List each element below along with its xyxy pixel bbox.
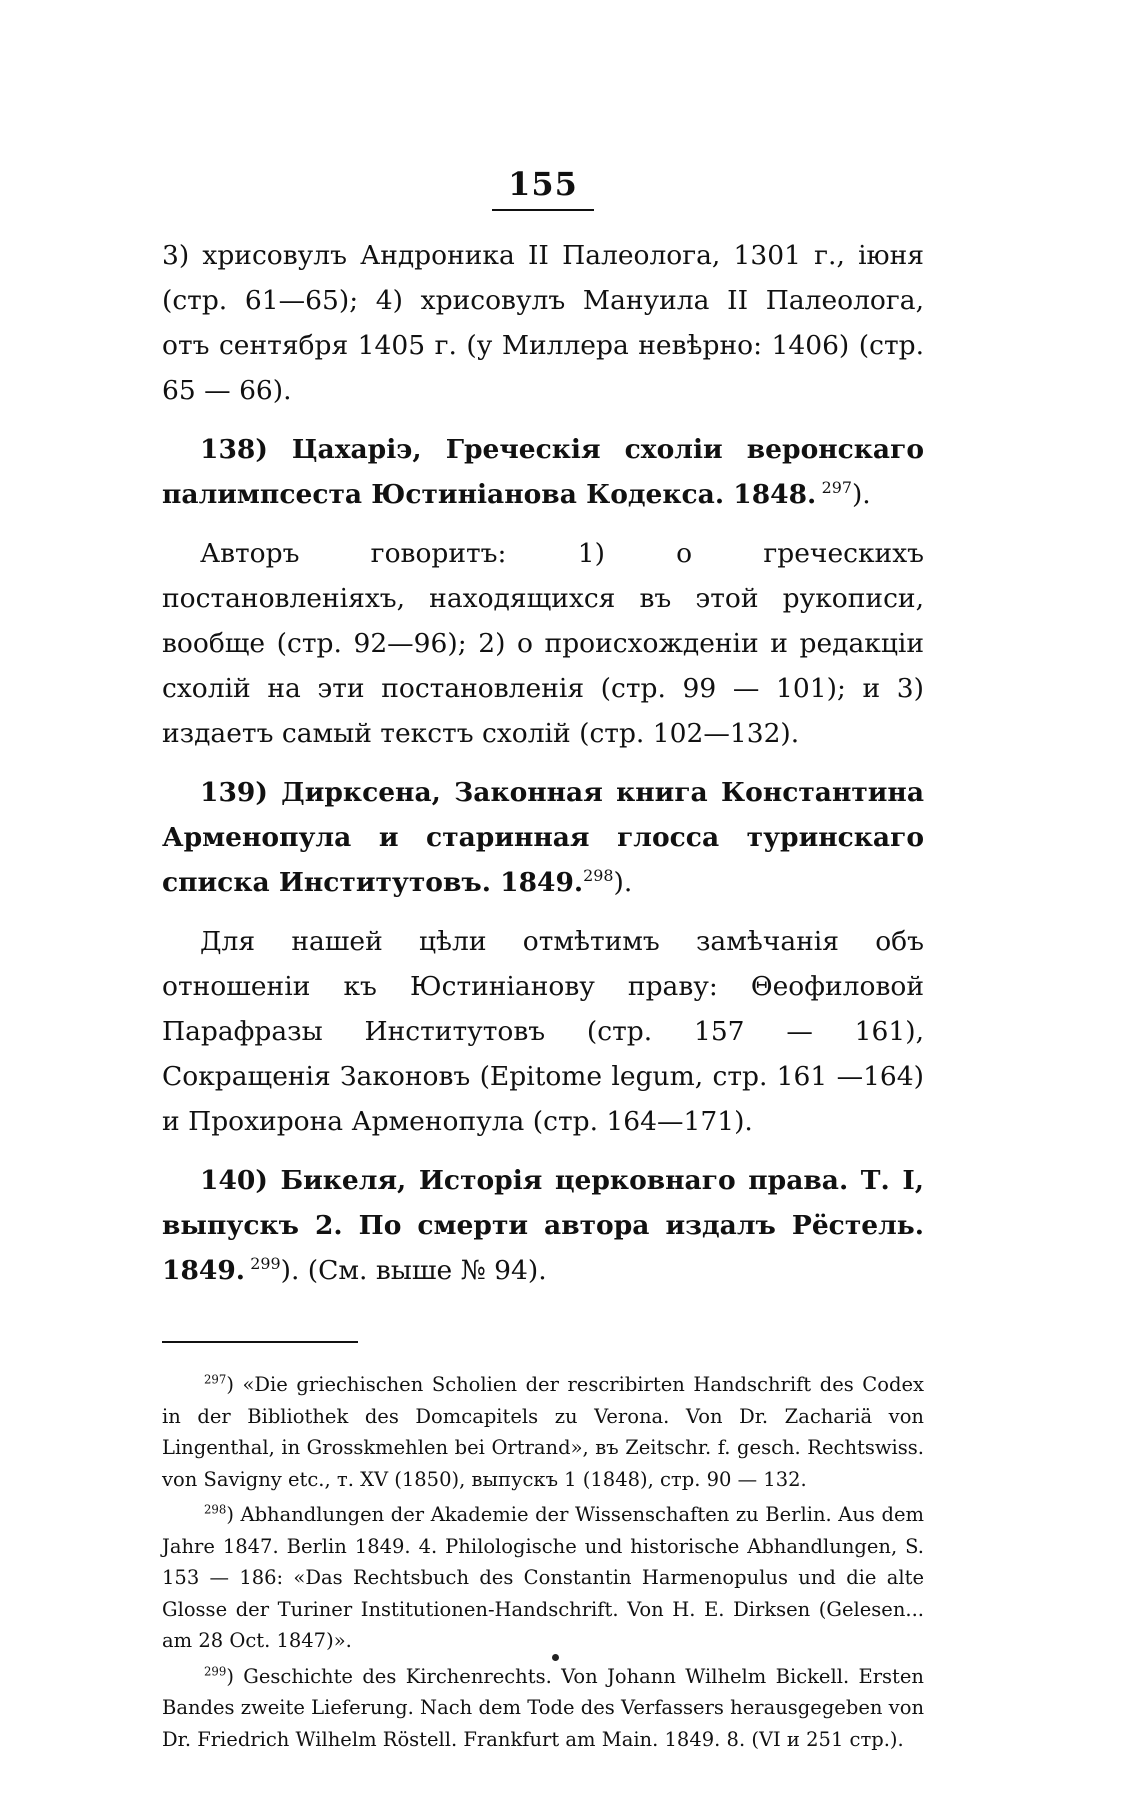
entry-139-tail: ). — [613, 867, 633, 898]
main-text — [162, 233, 924, 1293]
entry-140 — [162, 1158, 924, 1293]
page-number: 155 — [492, 165, 594, 211]
footnote-mark: 299 — [204, 1664, 227, 1678]
footnote-297 — [162, 1369, 924, 1495]
book-page — [162, 165, 924, 1759]
footnote-divider — [162, 1341, 358, 1343]
footnote-mark: 297 — [204, 1372, 227, 1387]
footnote-text: ) Geschichte des Kirchenrechts. Von Johann Wilhelm Bickell. Ersten Bandes zweite Lieferung. Nach dem Tode des Verfassers herausgegeben von Dr. Friedrich Wilhelm Röstell. Frankfurt am Main. 1849. 8. (VI и 251 стр.). — [162, 1664, 924, 1751]
entry-138-tail: ). — [851, 479, 871, 510]
entry-140-tail: ). (См. выше № 94). — [280, 1255, 547, 1286]
footnote-298 — [162, 1499, 924, 1657]
footnote-ref-299[interactable]: 299 — [250, 1254, 281, 1274]
footnote-299 — [162, 1661, 924, 1756]
footnote-ref-298[interactable]: 298 — [583, 866, 614, 886]
footnote-ref-297[interactable]: 297 — [821, 478, 852, 498]
entry-139-title: 139) Дирксена, Законная книга Константина Арменопула и старинная глосса туринскаго списка Институтовъ. 1849. — [162, 777, 924, 898]
entry-138-description: Авторъ говоритъ: 1) о греческихъ постановленiяхъ, находящихся въ этой рукописи, вообще (стр. 92—96); 2) о происхожденiи и редакцiи схолiй на эти постановленiя (стр. 99 — 101); и 3) издаетъ самый текстъ схолiй (стр. 102—132). — [162, 538, 924, 749]
entry-139-description: Для нашей цѣли отмѣтимъ замѣчанiя объ отношенiи къ Юстинiанову праву: Θеофиловой Парафразы Институтовъ (стр. 157 — 161), Сокращенiя Законовъ (Epitome legum, стр. 161 —164) и Прохирона Арменопула (стр. 164—171). — [162, 926, 924, 1137]
footnotes — [162, 1369, 924, 1755]
entry-138 — [162, 427, 924, 517]
footnote-mark: 298 — [204, 1502, 227, 1517]
entry-140-title: 140) Бикеля, Исторiя церковнаго права. Т. I, выпускъ 2. По смерти автора издалъ Рёстель. 1849. — [162, 1165, 924, 1286]
paragraph-continuation: 3) хрисовулъ Андроника II Палеолога, 1301 г., iюня (стр. 61—65); 4) хрисовулъ Мануила II Палеолога, отъ сентября 1405 г. (у Миллера невѣрно: 1406) (стр. 65 — 66). — [162, 240, 924, 406]
entry-138-title: 138) Цахарiэ, Греческiя схолiи веронскаго палимпсеста Юстинiанова Кодекса. 1848. — [162, 434, 924, 510]
entry-139 — [162, 770, 924, 905]
footnote-text: ) «Die griechischen Scholien der rescribirten Handschrift des Codex in der Bibliothek des Domcapitels zu Verona. Von Dr. Zachariä von Lingenthal, in Grosskmehlen bei Ortrand», въ Zeitschr. f. gesch. Rechtswiss. von Savigny etc., т. XV (1850), выпускъ 1 (1848), стр. 90 — 132. — [162, 1373, 924, 1491]
footnote-text: ) Abhandlungen der Akademie der Wissenschaften zu Berlin. Aus dem Jahre 1847. Berlin 1849. 4. Philologische und historische Abhandlungen, S. 153 — 186: «Das Rechtsbuch des Constantin Harmenopulus und die alte Glosse der Turiner Institutionen-Handschrift. Von H. E. Dirksen (Gelesen... am 28 Oct. 1847)». — [162, 1503, 924, 1652]
